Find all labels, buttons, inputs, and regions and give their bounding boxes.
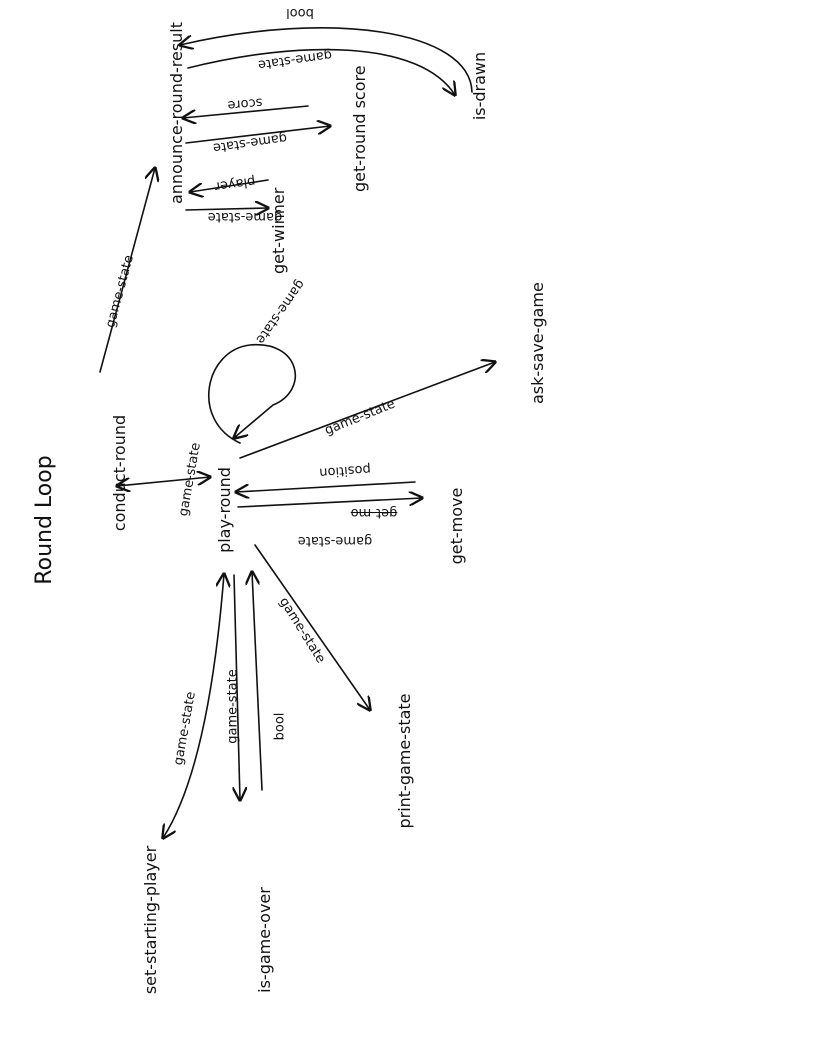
node-get-round-score: get-round score <box>350 65 369 192</box>
node-set-starting-player: set-starting-player <box>141 845 160 995</box>
arrow-is-game-over-to-play-round <box>252 572 262 790</box>
edge-label-score: score <box>226 94 264 113</box>
edge-label-game-state-conduct-play: game-state <box>176 441 204 518</box>
arrow-play-round-to-print <box>255 545 370 710</box>
edge-label-game-state-loop: game-state <box>252 276 308 347</box>
node-announce-round-result: announce-round-result <box>167 21 186 205</box>
diagram-title: Round Loop <box>32 455 57 585</box>
node-ask-save-game: ask-save-game <box>528 282 547 404</box>
node-is-game-over: is-game-over <box>255 887 274 993</box>
node-get-winner: get-winner <box>269 187 288 274</box>
node-conduct-round: conduct-round <box>110 414 129 532</box>
edge-label-game-state-conduct: game-state <box>103 253 137 330</box>
edge-label-game-state-ask-save: game-state <box>322 396 398 439</box>
edge-label-player: player <box>213 173 257 194</box>
node-is-drawn: is-drawn <box>470 51 489 121</box>
edge-label-game-state-set-start: game-state <box>171 690 199 767</box>
edge-label-position: position <box>318 461 372 480</box>
node-play-round: play-round <box>215 467 234 553</box>
arrow-get-move-to-play-round <box>236 482 415 492</box>
edge-label-game-state-get-move: game-state <box>297 533 373 548</box>
edge-label-game-state-winner: game-state <box>207 209 283 224</box>
edge-label-game-state-is-drawn: game-state <box>257 46 333 73</box>
edge-label-game-state-print: game-state <box>275 594 329 667</box>
edge-label-game-state-is-over: game-state <box>225 669 241 744</box>
edge-label-bool-top: bool <box>286 5 314 20</box>
edge-label-bool-is-over: bool <box>272 712 288 741</box>
edge-label-get-move-struck: get-mo <box>350 505 398 520</box>
edge-label-game-state-score: game-state <box>212 129 288 156</box>
node-get-move: get-move <box>447 487 466 565</box>
node-print-game-state: print-game-state <box>395 693 414 829</box>
